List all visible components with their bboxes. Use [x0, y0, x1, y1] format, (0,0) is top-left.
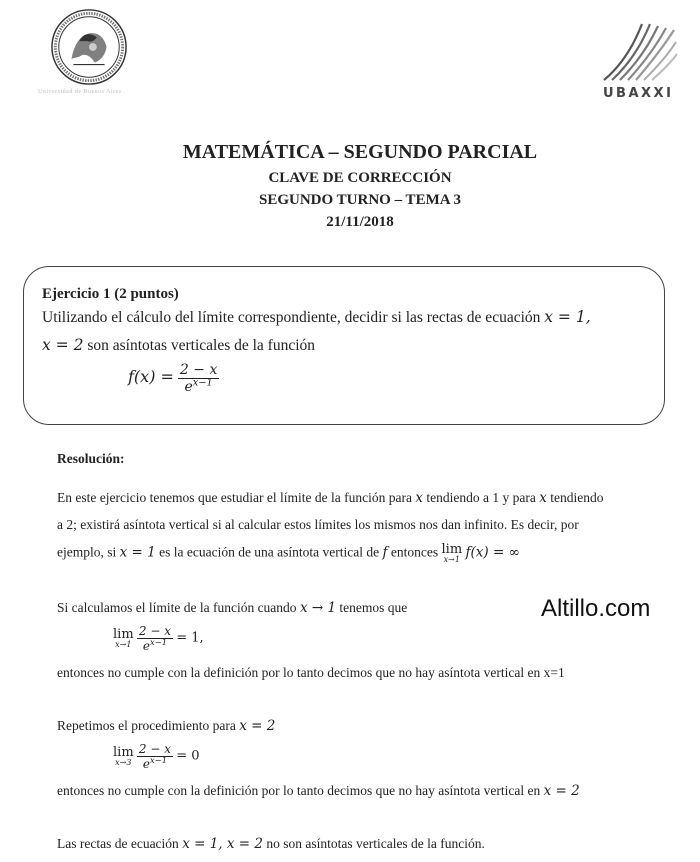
- limit-operator: [113, 628, 134, 649]
- text-run: tendiendo: [546, 490, 604, 505]
- text-run: entonces: [387, 544, 442, 560]
- text-run: Repetimos el procedimiento para: [57, 718, 240, 733]
- math-inline: x: [415, 490, 423, 506]
- exp-base: e: [184, 379, 193, 395]
- fraction-denominator: [137, 756, 173, 771]
- limit-word: lim: [113, 627, 134, 642]
- text-run: es la ecuación de una asíntota vertical de: [155, 544, 383, 560]
- watermark-text: Altillo.com: [541, 595, 651, 622]
- limit-subscript: x→1: [443, 555, 460, 564]
- statement-text: son asíntotas verticales de la función: [83, 337, 316, 354]
- resolution-conclusion: [57, 836, 485, 852]
- math-inline: x = 2: [42, 336, 84, 354]
- text-run: tenemos que: [336, 600, 408, 615]
- limit-fraction: [137, 742, 173, 771]
- exam-date: 21/11/2018: [326, 214, 394, 230]
- brand-name: UBAXXI: [603, 86, 674, 101]
- text-run: no son asíntotas verticales de la función.: [262, 836, 485, 851]
- fraction-numerator: 2 − x: [179, 362, 218, 378]
- resolution-paragraph-line: entonces no cumple con la definición por lo tanto decimos que no hay asíntota vertical en x=1: [57, 665, 565, 680]
- limit-equation-1: [113, 624, 204, 653]
- resolution-paragraph-line: [57, 718, 275, 734]
- function-definition: [128, 362, 219, 395]
- math-inline: x = 1, x = 2: [182, 836, 263, 852]
- resolution-paragraph-line: [57, 490, 603, 506]
- math-inline: f(x) = ∞: [465, 544, 520, 561]
- text-run: tendiendo a 1 y para: [422, 490, 540, 505]
- exp-base: e: [142, 639, 150, 653]
- text-run: entonces no cumple con la definición por lo tanto decimos que no hay asíntota vertical en: [57, 783, 544, 798]
- math-inline: f: [382, 544, 388, 561]
- resolution-paragraph-line: [57, 600, 407, 616]
- limit-operator: [113, 746, 134, 767]
- resolution-paragraph-line: a 2; existirá asíntota vertical si al calcular estos límites los mismos nos dan infinito. Es decir, por: [57, 517, 579, 532]
- exercise-statement-line-1: [42, 308, 591, 327]
- document-title: MATEMÁTICA – SEGUNDO PARCIAL: [182, 141, 538, 163]
- ubaxxi-logo-icon: [598, 20, 678, 82]
- math-inline: x = 2: [543, 783, 580, 799]
- limit-equation-2: [113, 742, 200, 771]
- resolution-paragraph-line: [57, 783, 580, 799]
- math-inline: x = 1,: [544, 308, 591, 326]
- equation-rhs: = 0: [176, 748, 200, 764]
- limit-operator: [442, 543, 463, 564]
- fraction-denominator: [178, 378, 219, 395]
- text-run: Si calculamos el límite de la función cuando: [57, 600, 300, 615]
- exp-exponent: x−1: [149, 637, 168, 647]
- fraction-numerator: 2 − x: [138, 742, 171, 756]
- exp-exponent: x−1: [192, 377, 213, 389]
- text-run: Las rectas de ecuación: [57, 836, 183, 851]
- fraction-denominator: [137, 638, 173, 653]
- university-seal-logo: [50, 8, 128, 86]
- exercise-title: Ejercicio 1 (2 puntos): [42, 286, 179, 302]
- resolution-paragraph-line: [57, 543, 520, 564]
- text-run: ejemplo, si: [57, 544, 120, 560]
- math-inline: x = 2: [239, 718, 276, 734]
- limit-word: lim: [441, 542, 463, 557]
- exam-turn: SEGUNDO TURNO – TEMA 3: [259, 192, 461, 208]
- text-run: En este ejercicio tenemos que estudiar el límite de la función para: [57, 490, 416, 505]
- limit-subscript: x→3: [115, 758, 132, 767]
- math-inline: x = 1: [119, 544, 156, 561]
- function-lhs: f(x) =: [128, 367, 174, 387]
- equation-rhs: = 1,: [176, 630, 204, 646]
- limit-subscript: x→1: [115, 640, 132, 649]
- exp-base: e: [142, 757, 150, 771]
- fraction-numerator: 2 − x: [138, 624, 171, 638]
- document-subtitle: CLAVE DE CORRECCIÓN: [268, 170, 452, 186]
- exercise-statement-line-2: [42, 336, 315, 355]
- exp-exponent: x−1: [149, 755, 168, 765]
- function-fraction: [178, 362, 219, 395]
- seal-caption: Universidad de Buenos Aires: [38, 89, 122, 95]
- statement-text: Utilizando el cálculo del límite correspondiente, decidir si las rectas de ecuación: [42, 309, 545, 326]
- math-inline: x → 1: [299, 600, 337, 616]
- limit-word: lim: [113, 745, 134, 760]
- resolution-heading: Resolución:: [57, 451, 125, 466]
- limit-fraction: [137, 624, 173, 653]
- math-inline: x: [539, 490, 547, 506]
